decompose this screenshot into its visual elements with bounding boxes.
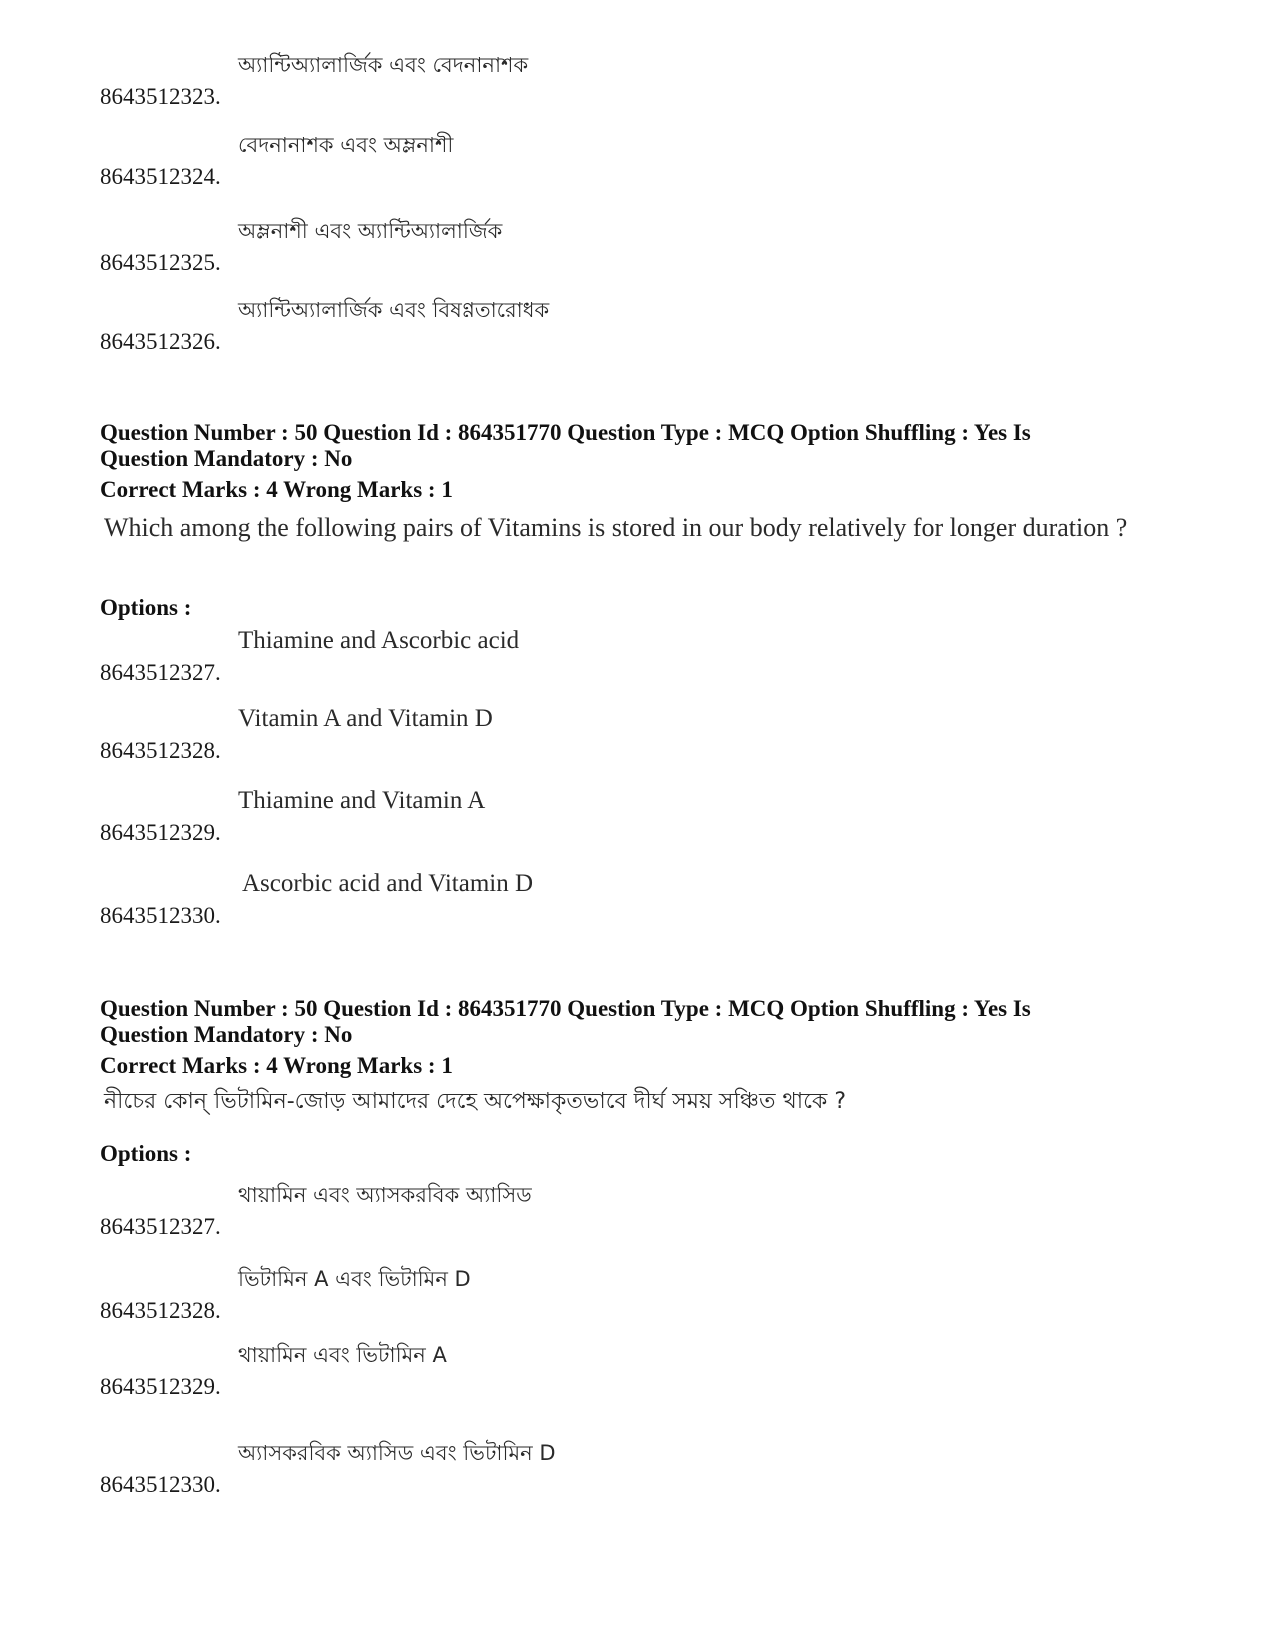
option-text: অ্যান্টিঅ্যালার্জিক এবং বিষণ্ণতারোধক	[238, 298, 550, 322]
option-row	[100, 1438, 1200, 1498]
option-row	[100, 216, 1200, 276]
options-label: Options :	[100, 1141, 192, 1166]
option-number: 8643512327.	[100, 660, 221, 685]
option-number: 8643512330.	[100, 1472, 221, 1497]
option-row	[100, 1340, 1200, 1400]
option-text: অ্যাসকরবিক অ্যাসিড এবং ভিটামিন D	[238, 1441, 556, 1465]
option-number: 8643512325.	[100, 250, 221, 275]
option-text: Thiamine and Vitamin A	[238, 787, 486, 814]
option-text: অম্লনাশী এবং অ্যান্টিঅ্যালার্জিক	[238, 219, 503, 243]
option-text: থায়ামিন এবং ভিটামিন A	[238, 1343, 447, 1367]
question-header	[100, 420, 1180, 472]
options-label: Options :	[100, 595, 192, 620]
option-number: 8643512327.	[100, 1214, 221, 1239]
option-row	[100, 50, 1200, 110]
option-row	[100, 295, 1200, 355]
question-text: Which among the following pairs of Vitamins is stored in our body relatively for longer duration ?	[104, 513, 1128, 542]
question-header-line: Question Mandatory : No	[100, 446, 353, 471]
option-number: 8643512324.	[100, 164, 221, 189]
question-header	[100, 996, 1180, 1048]
option-number: 8643512328.	[100, 1298, 221, 1323]
option-text: অ্যান্টিঅ্যালার্জিক এবং বেদনানাশক	[238, 53, 529, 77]
option-row	[100, 1264, 1200, 1324]
option-row	[100, 626, 1200, 686]
question-header-line: Question Number : 50 Question Id : 864351770 Question Type : MCQ Option Shuffling : Yes Is	[100, 420, 1031, 445]
question-header-line: Question Number : 50 Question Id : 864351770 Question Type : MCQ Option Shuffling : Yes Is	[100, 996, 1031, 1021]
option-number: 8643512330.	[100, 903, 221, 928]
question-marks: Correct Marks : 4 Wrong Marks : 1	[100, 477, 453, 502]
option-row	[100, 869, 1200, 929]
option-row	[100, 786, 1200, 846]
question-header-line: Question Mandatory : No	[100, 1022, 353, 1047]
option-row	[100, 704, 1200, 764]
option-text: Thiamine and Ascorbic acid	[238, 627, 520, 654]
option-text: থায়ামিন এবং অ্যাসকরবিক অ্যাসিড	[238, 1183, 532, 1207]
question-marks: Correct Marks : 4 Wrong Marks : 1	[100, 1053, 453, 1078]
option-number: 8643512329.	[100, 1374, 221, 1399]
option-text: Ascorbic acid and Vitamin D	[242, 870, 534, 897]
option-number: 8643512329.	[100, 820, 221, 845]
option-text: Vitamin A and Vitamin D	[238, 705, 493, 732]
option-number: 8643512328.	[100, 738, 221, 763]
option-text: বেদনানাশক এবং অম্লনাশী	[238, 133, 454, 157]
option-row	[100, 1180, 1200, 1240]
question-text: নীচের কোন্ ভিটামিন-জোড় আমাদের দেহে অপেক্ষাকৃতভাবে দীর্ঘ সময় সঞ্চিত থাকে ?	[104, 1089, 846, 1114]
option-number: 8643512323.	[100, 84, 221, 109]
option-text: ভিটামিন A এবং ভিটামিন D	[238, 1267, 471, 1291]
option-number: 8643512326.	[100, 329, 221, 354]
option-row	[100, 130, 1200, 190]
